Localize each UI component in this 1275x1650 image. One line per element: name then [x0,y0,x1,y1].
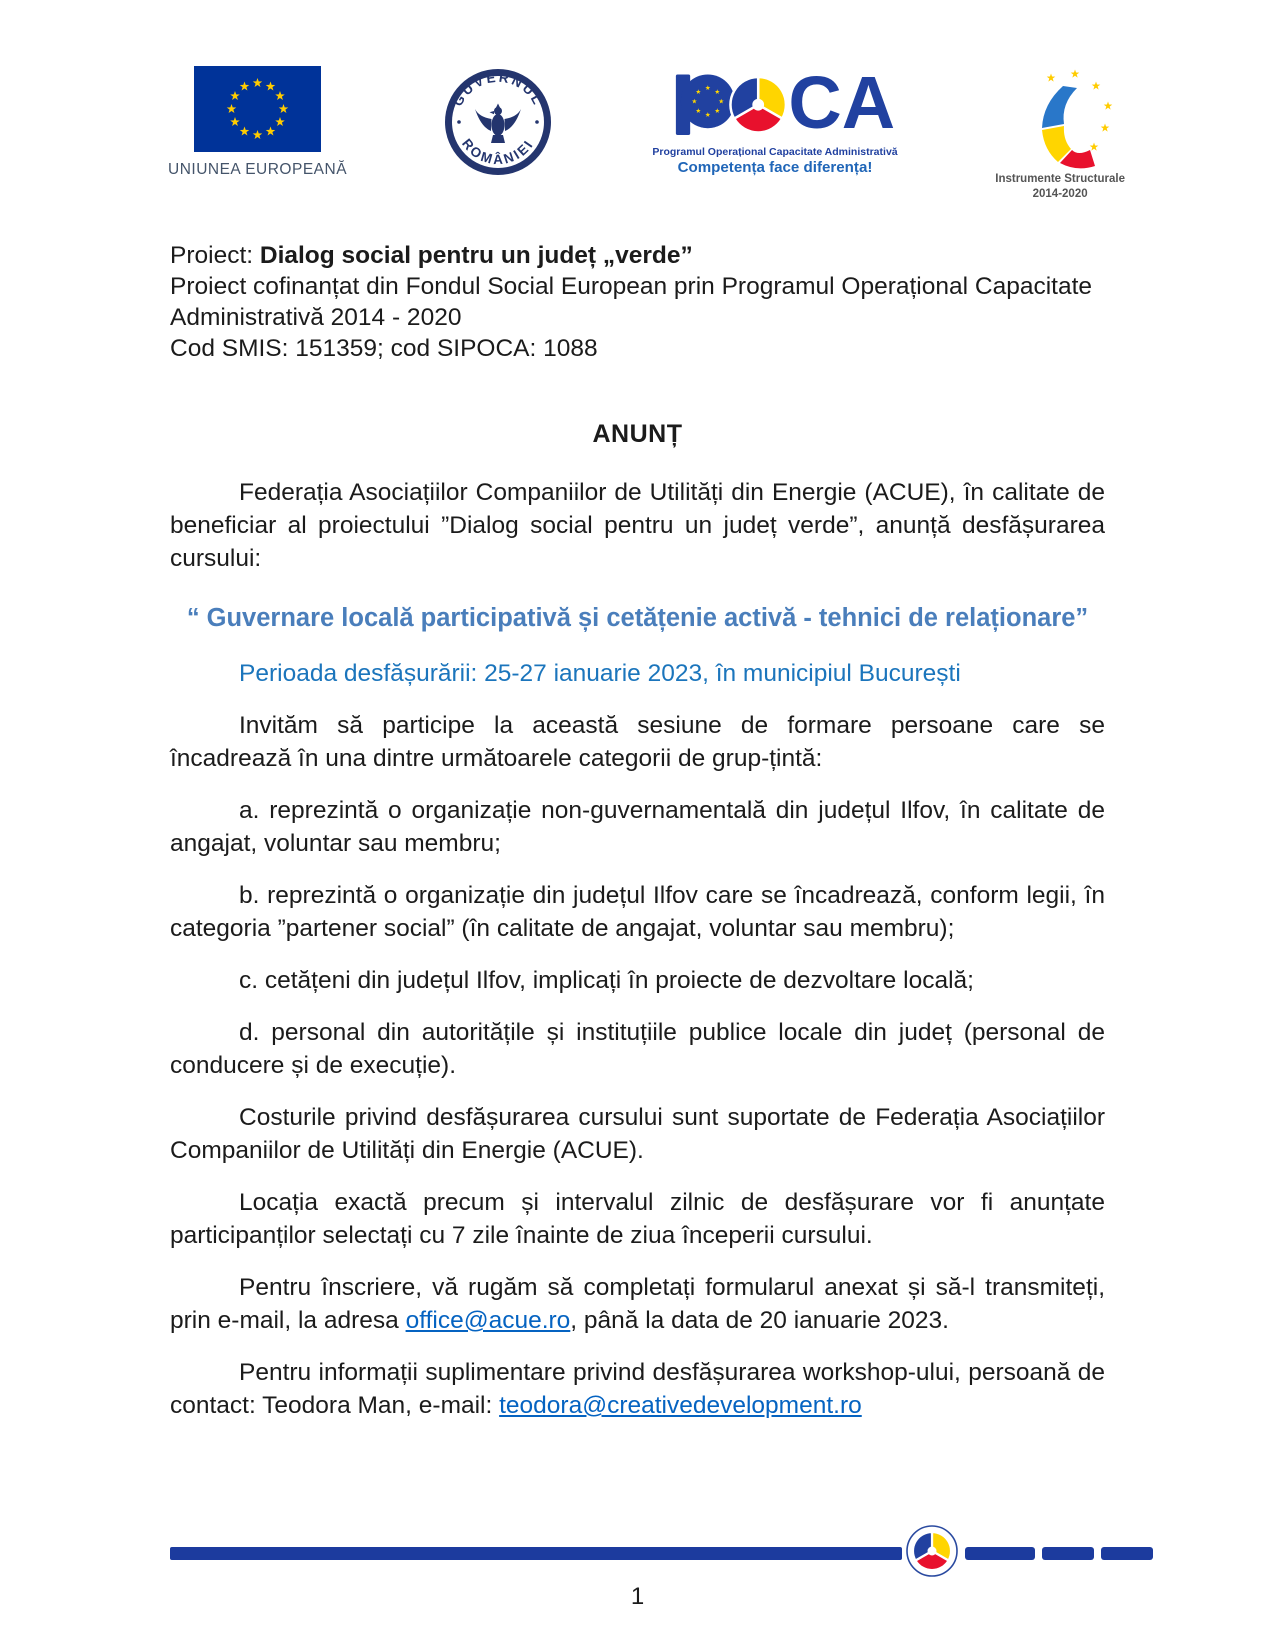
project-name-line [170,240,1105,271]
intro-paragraph: Federația Asociațiilor Companiilor de Utilități din Energie (ACUE), în calitate de beneficiar al proiectului ”Dialog social pentru un județ verde”, anunță desfășurarea cursului: [170,478,1105,572]
structural-instruments-caption [995,172,1125,202]
poca-logo-icon [649,66,901,177]
category-item-c: c. cetățeni din județul Ilfov, implicați în proiecte de dezvoltare locală; [239,966,974,994]
footer-bar-segment [1042,1547,1094,1560]
enroll-text-before: Pentru înscriere, vă rugăm să completați formularul anexat și să-l transmiteți, prin e-mail, la adresa [170,1273,1105,1334]
footer-bar [170,1547,902,1560]
poca-ca-letters: CA [787,66,895,145]
gov-seal-icon [442,66,554,178]
page-title: ANUNȚ [592,419,683,448]
costs-paragraph: Costurile privind desfășurarea cursului sunt suportate de Federația Asociațiilor Companiilor de Utilități din Energie (ACUE). [170,1103,1105,1164]
poca-logo [649,66,901,177]
course-title: “ Guvernare locală participativă și cetățenie activă - tehnici de relaționare” [186,603,1089,632]
page-number: 1 [630,1583,645,1610]
contact-text-before: Pentru informații suplimentare privind desfășurarea workshop-ului, persoană de contact: Teodora Man, e-mail: [170,1358,1105,1419]
poca-program-line: Programul Operațional Capacitate Administrativă [651,146,898,159]
poca-pinwheel-icon [730,77,785,132]
category-item-d: d. personal din autoritățile și instituțiile publice locale din județ (personal de conducere și de execuție). [170,1018,1105,1079]
gov-seal-bottom-text: ROMÂNIEI [458,135,537,168]
structural-instruments-icon [1001,66,1119,170]
footer-rule [170,1527,1153,1579]
project-codes-line: Cod SMIS: 151359; cod SIPOCA: 1088 [170,334,598,362]
document-content [0,240,1275,1422]
footer-pinwheel-logo [906,1525,958,1582]
invitation-paragraph: Invităm să participe la această sesiune de formare persoane care se încadrează în una dintre următoarele categorii de grup-țintă: [170,711,1105,772]
eu-flag-icon [194,66,321,152]
contact-paragraph [170,1356,1105,1422]
eu-flag-logo [168,66,347,179]
structural-caption-line2: 2014-2020 [1032,187,1088,200]
structural-caption-line1: Instrumente Structurale [995,173,1125,185]
enroll-paragraph [170,1271,1105,1337]
office-email-link[interactable]: office@acue.ro [405,1306,571,1334]
gov-seal-top-text: GUVERNUL [449,69,546,109]
gov-seal-logo [442,66,554,178]
period-line: Perioada desfășurării: 25-27 ianuarie 2023, în municipiul București [239,659,961,687]
location-paragraph: Locația exactă precum și intervalul zilnic de desfășurare vor fi anunțate participanților selectați cu 7 zile înainte de ziua începerii cursului. [170,1188,1105,1249]
poca-tagline: Competența face diferența! [677,158,872,176]
project-label: Proiect: [170,241,260,269]
project-name: Dialog social pentru un județ „verde” [259,241,693,269]
project-info-block [170,240,1105,364]
footer-bar-segment [965,1547,1035,1560]
enroll-text-after: , până la data de 20 ianuarie 2023. [570,1306,949,1334]
category-item-b: b. reprezintă o organizație din județul Ilfov care se încadrează, conform legii, în categoria ”partener social” (în calitate de angajat, voluntar sau membru); [170,881,1105,942]
structural-instruments-logo [995,66,1125,202]
category-item-a: a. reprezintă o organizație non-guvernamentală din județul Ilfov, în calitate de angajat, voluntar sau membru; [170,796,1105,857]
project-cofinance-line: Proiect cofinanțat din Fondul Social European prin Programul Operațional Capacitate Administrativă 2014 - 2020 [170,272,1093,331]
footer-bar-segment [1101,1547,1153,1560]
contact-email-link[interactable]: teodora@creativedevelopment.ro [499,1391,862,1419]
eu-flag-caption: UNIUNEA EUROPEANĂ [168,161,348,178]
header-logo-row [0,0,1275,202]
footer-pinwheel-icon [906,1525,958,1577]
